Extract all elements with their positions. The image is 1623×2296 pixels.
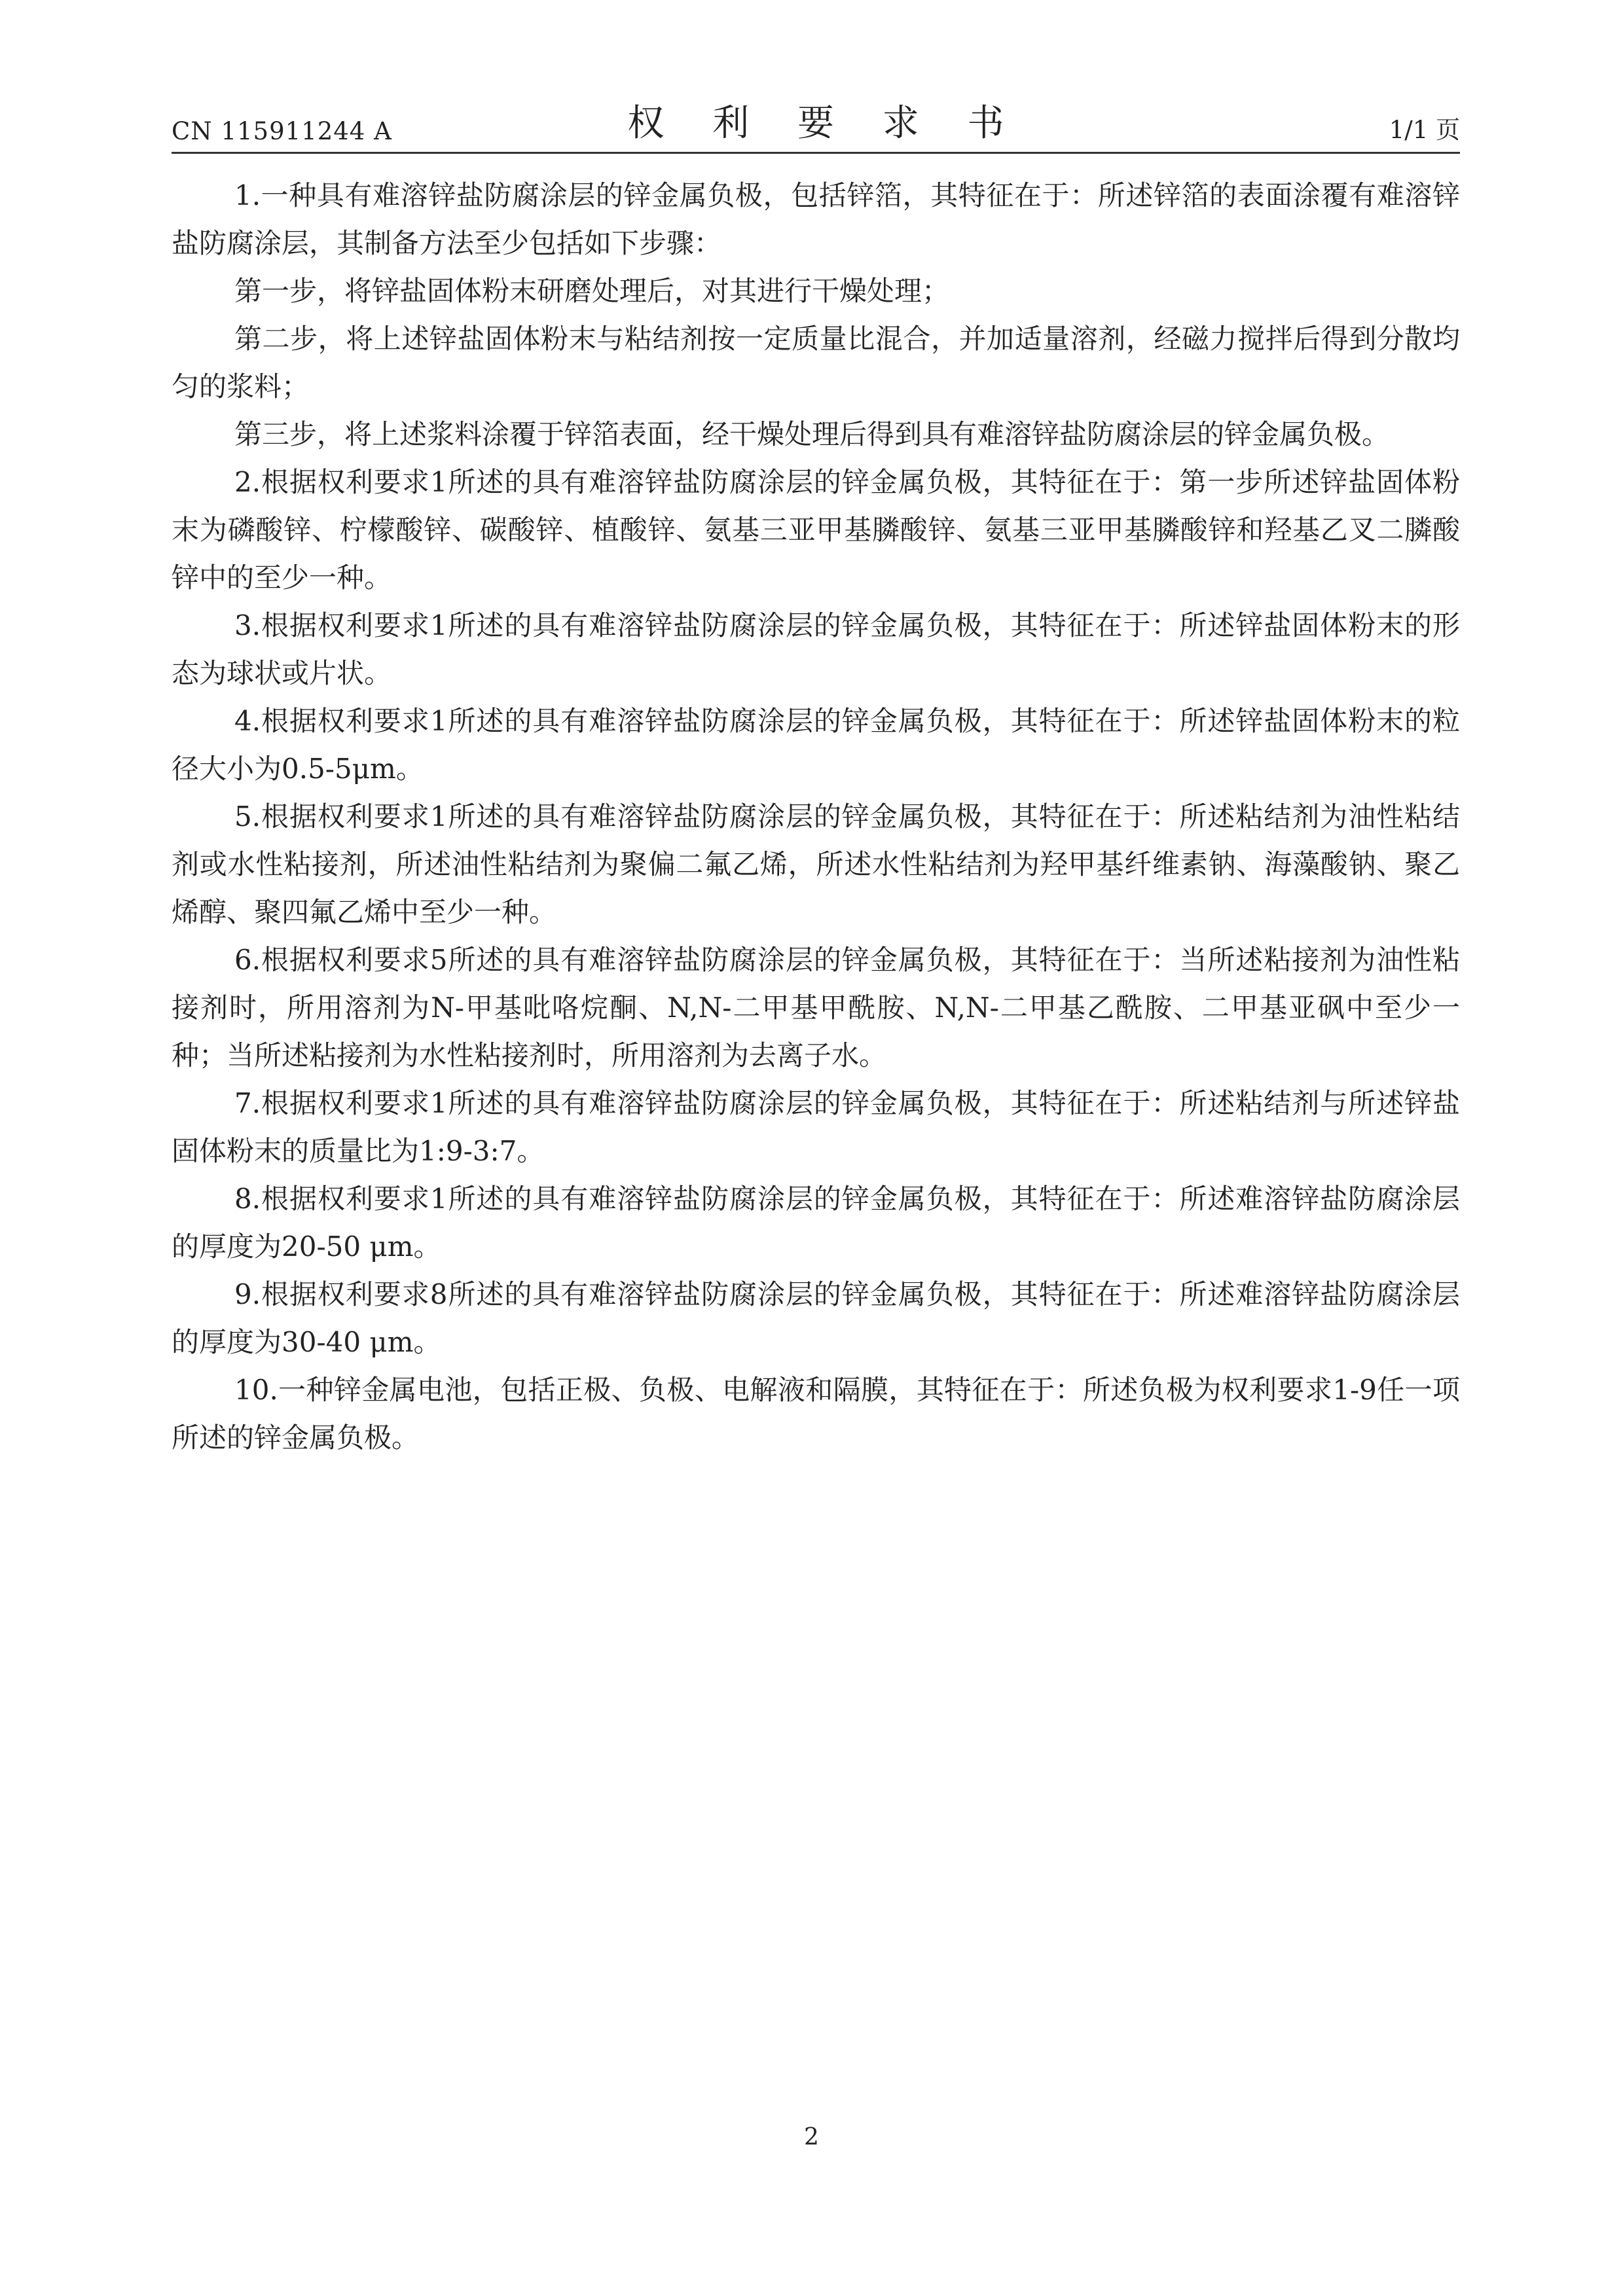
claim-paragraph: 第三步，将上述浆料涂覆于锌箔表面，经干燥处理后得到具有难溶锌盐防腐涂层的锌金属负极。 xyxy=(234,418,1390,450)
claim-paragraph: 第二步，将上述锌盐固体粉末与粘结剂按一定质量比混合，并加适量溶剂，经磁力搅拌后得到分散均匀的浆料； xyxy=(172,323,1460,403)
publication-number: CN 115911244 A xyxy=(172,117,392,145)
claim-paragraph: 4.根据权利要求1所述的具有难溶锌盐防腐涂层的锌金属负极，其特征在于：所述锌盐固体粉末的粒径大小为0.5-5μm。 xyxy=(172,705,1460,785)
header-divider xyxy=(172,152,1460,154)
claim-paragraph: 第一步，将锌盐固体粉末研磨处理后，对其进行干燥处理； xyxy=(234,275,950,307)
page-title: 权 利 要 求 书 xyxy=(627,102,1023,145)
claim-paragraph: 3.根据权利要求1所述的具有难溶锌盐防腐涂层的锌金属负极，其特征在于：所述锌盐固体粉末的形态为球状或片状。 xyxy=(172,609,1460,689)
claim-paragraph: 9.根据权利要求8所述的具有难溶锌盐防腐涂层的锌金属负极，其特征在于：所述难溶锌盐防腐涂层的厚度为30-40 μm。 xyxy=(172,1278,1460,1358)
page-number: 2 xyxy=(804,2124,819,2151)
page-count: 1/1 页 xyxy=(1389,116,1460,144)
claim-paragraph: 6.根据权利要求5所述的具有难溶锌盐防腐涂层的锌金属负极，其特征在于：当所述粘接剂为油性粘接剂时，所用溶剂为N-甲基吡咯烷酮、N,N-二甲基甲酰胺、N,N-二甲基乙酰胺、二甲基亚砜中至少一种；当所述粘接剂为水性粘接剂时，所用溶剂为去离子水。 xyxy=(172,944,1460,1071)
claim-paragraph: 8.根据权利要求1所述的具有难溶锌盐防腐涂层的锌金属负极，其特征在于：所述难溶锌盐防腐涂层的厚度为20-50 μm。 xyxy=(172,1183,1460,1263)
claim-paragraph: 5.根据权利要求1所述的具有难溶锌盐防腐涂层的锌金属负极，其特征在于：所述粘结剂为油性粘结剂或水性粘接剂，所述油性粘结剂为聚偏二氟乙烯，所述水性粘结剂为羟甲基纤维素钠、海藻酸钠、聚乙烯醇、聚四氟乙烯中至少一种。 xyxy=(172,800,1460,928)
claim-paragraph: 1.一种具有难溶锌盐防腐涂层的锌金属负极，包括锌箔，其特征在于：所述锌箔的表面涂覆有难溶锌盐防腐涂层，其制备方法至少包括如下步骤： xyxy=(172,179,1460,259)
claim-paragraph: 7.根据权利要求1所述的具有难溶锌盐防腐涂层的锌金属负极，其特征在于：所述粘结剂与所述锌盐固体粉末的质量比为1:9-3:7。 xyxy=(172,1087,1460,1167)
claim-paragraph: 2.根据权利要求1所述的具有难溶锌盐防腐涂层的锌金属负极，其特征在于：第一步所述锌盐固体粉末为磷酸锌、柠檬酸锌、碳酸锌、植酸锌、氨基三亚甲基膦酸锌、氨基三亚甲基膦酸锌和羟基乙叉二膦酸锌中的至少一种。 xyxy=(172,466,1460,594)
claims-body xyxy=(172,171,1460,1462)
claim-paragraph: 10.一种锌金属电池，包括正极、负极、电解液和隔膜，其特征在于：所述负极为权利要求1-9任一项所述的锌金属负极。 xyxy=(172,1374,1460,1454)
page-header xyxy=(172,98,1460,153)
